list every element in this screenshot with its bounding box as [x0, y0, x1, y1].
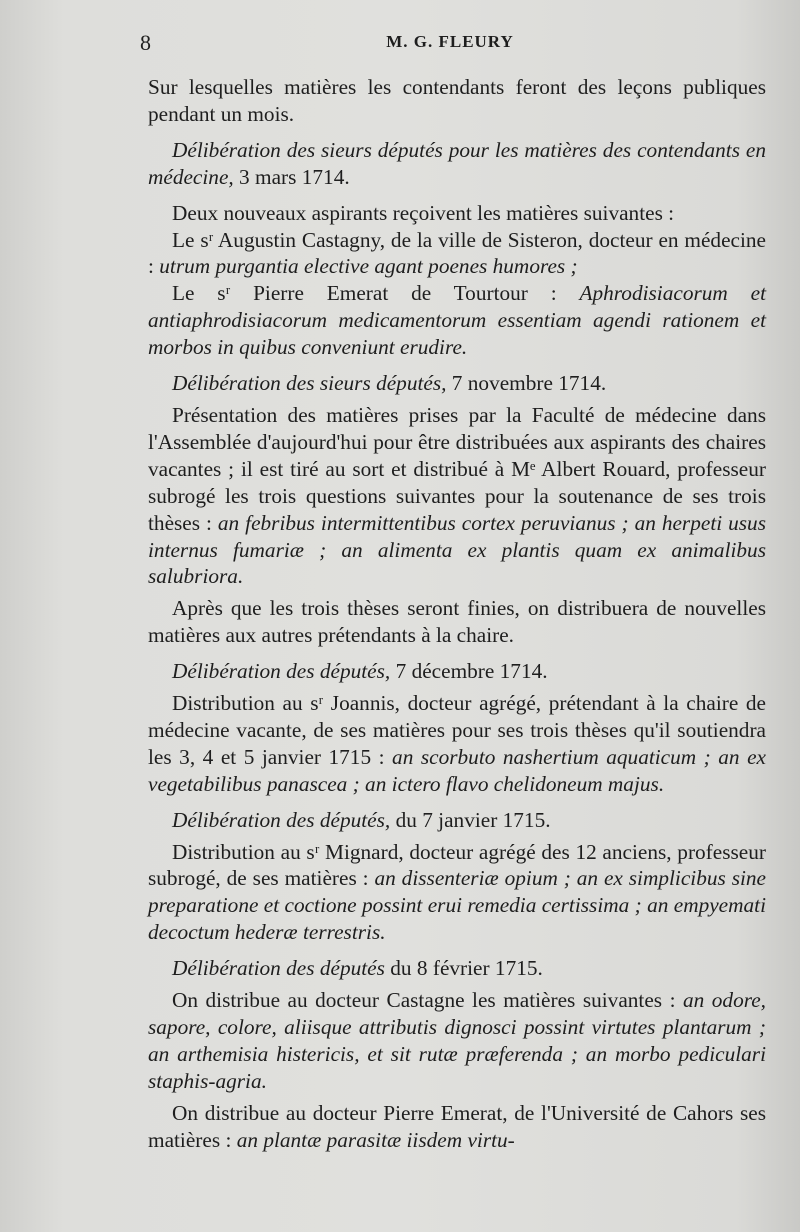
paragraph: [148, 227, 766, 281]
text-run: Deux nouveaux aspirants reçoivent les matières suivantes :: [172, 200, 675, 225]
paragraph: [148, 595, 766, 649]
paragraph: [148, 1100, 766, 1154]
text-run-italic: an plantæ parasitæ iisdem virtu-: [236, 1127, 515, 1152]
page-header: [140, 30, 760, 58]
text-run-italic: utrum purgantia elective agant poenes humores ;: [159, 254, 578, 279]
running-head: M. G. FLEURY: [386, 32, 514, 51]
text-run-italic: Aphrodisiacorum et antiaphrodisiacorum medicamentorum essentiam agendi rationem et morbos in quibus conveniunt erudire.: [148, 281, 767, 360]
deliberation-heading: [148, 370, 766, 397]
text-run: Le sʳ Pierre Emerat de Tourtour :: [172, 281, 580, 306]
text-run-italic: Délibération des sieurs députés pour les matières des contendants en médecine,: [148, 137, 766, 189]
text-run: 7 novembre 1714.: [446, 371, 607, 396]
text-run-italic: Délibération des députés,: [172, 807, 391, 832]
paragraph: [148, 987, 766, 1095]
deliberation-heading: [148, 658, 766, 685]
paragraph: [148, 839, 766, 947]
deliberation-heading: [148, 807, 766, 834]
text-run: Présentation des matières prises par la Faculté de médecine dans l'Assemblée d'aujourd'hui pour être distribuées aux aspirants des chaires vacantes ; il est tiré au sort et distribué à Mᵉ Albert Rouard, professeur subrogé les trois questions suivantes pour la soutenance de ses trois thèses :: [148, 402, 766, 535]
text-run-italic: Délibération des députés,: [172, 659, 391, 684]
paragraph: [148, 402, 766, 590]
page-number: 8: [140, 30, 151, 55]
text-run: On distribue au docteur Pierre Emerat, de l'Université de Cahors ses matières :: [148, 1100, 766, 1152]
paragraph: [148, 200, 766, 227]
text-run: Distribution au sʳ Mignard, docteur agrégé des 12 anciens, professeur subrogé, de ses matières :: [148, 839, 766, 891]
text-run: Après que les trois thèses seront finies, on distribuera de nouvelles matières aux autres prétendants à la chaire.: [148, 596, 766, 648]
text-run-italic: Délibération des députés: [172, 956, 385, 981]
text-run-italic: an odore, sapore, colore, aliisque attributis dignosci possint virtutes plantarum ; an arthemisia histericis, et sit rutæ præferenda ; an morbo pediculari staphis-agria.: [148, 988, 766, 1093]
text-run-italic: an febribus intermittentibus cortex peruvianus ; an herpeti usus internus fumariæ ; an alimenta ex plantis quam ex animalibus salubriora.: [148, 510, 766, 589]
deliberation-heading: [148, 137, 766, 191]
text-run: du 8 février 1715.: [384, 956, 543, 981]
paragraph: [148, 280, 766, 361]
text-run: Distribution au sʳ Joannis, docteur agrégé, prétendant à la chaire de médecine vacante, de ses matières pour ses trois thèses qu'il soutiendra les 3, 4 et 5 janvier 1715 :: [148, 691, 766, 769]
text-run-italic: Délibération des sieurs députés,: [172, 371, 447, 396]
text-run: Sur lesquelles matières les contendants feront des leçons publiques pendant un mois.: [148, 75, 766, 126]
text-run-italic: an dissenteriæ opium ; an ex simplicibus sine preparatione et coctione possint erui remedia certissima ; an empyemati decoctum hederæ terrestris.: [148, 866, 766, 945]
text-run-italic: an scorbuto nashertium aquaticum ; an ex vegetabilibus panascea ; an ictero flavo chelidoneum majus.: [148, 744, 766, 796]
paragraph: [148, 74, 766, 128]
text-run: On distribue au docteur Castagne les matières suivantes :: [172, 988, 683, 1013]
text-run: du 7 janvier 1715.: [390, 807, 551, 832]
paragraph: [148, 690, 766, 798]
body-text: [148, 74, 766, 1154]
deliberation-heading: [148, 955, 766, 982]
text-run: 7 décembre 1714.: [390, 659, 548, 684]
text-run: Le sʳ Augustin Castagny, de la ville de Sisteron, docteur en médecine :: [148, 227, 766, 279]
text-run: 3 mars 1714.: [233, 164, 350, 189]
